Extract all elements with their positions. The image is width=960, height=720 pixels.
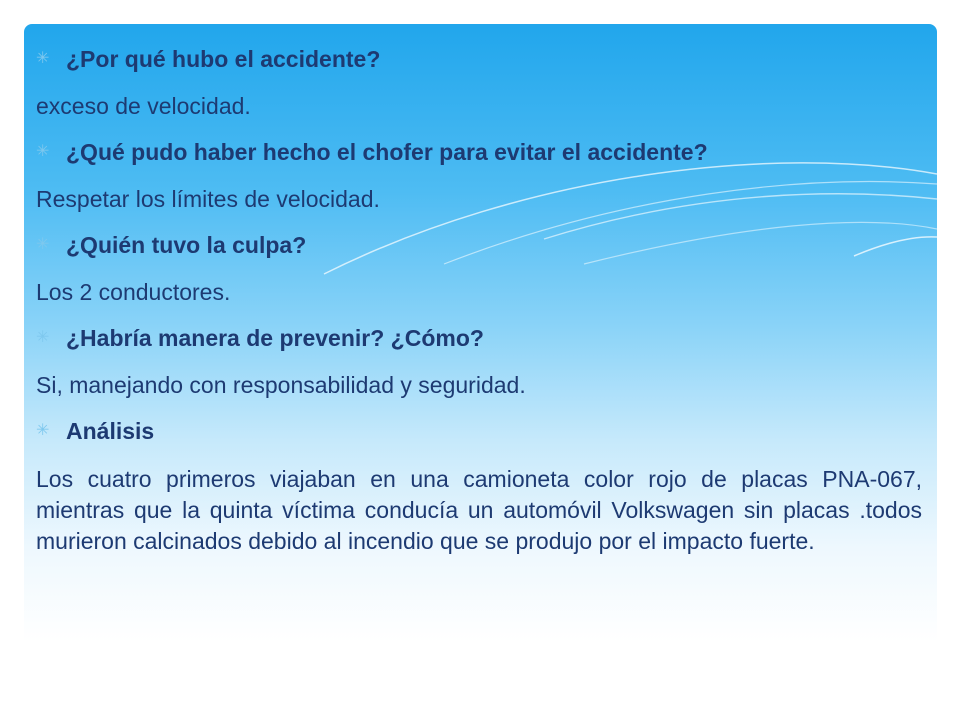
slide-content <box>36 45 922 557</box>
asterisk-icon: ✳ <box>36 329 50 346</box>
analysis-heading-text: Análisis <box>66 418 155 444</box>
question-3 <box>36 231 922 259</box>
question-3-text: ¿Quién tuvo la culpa? <box>66 232 307 258</box>
analysis-paragraph: Los cuatro primeros viajaban en una camioneta color rojo de placas PNA-067, mientras que la quinta víctima conducía un automóvil Volkswagen sin placas .todos murieron calcinados debido al incendio que se produjo por el impacto fuerte. <box>36 465 922 554</box>
answer-3: Los 2 conductores. <box>36 278 231 305</box>
asterisk-icon: ✳ <box>36 236 50 253</box>
answer-1: exceso de velocidad. <box>36 92 251 119</box>
asterisk-icon: ✳ <box>36 143 50 160</box>
asterisk-icon: ✳ <box>36 50 50 67</box>
asterisk-icon: ✳ <box>36 422 50 439</box>
analysis-heading <box>36 417 922 445</box>
question-4-text: ¿Habría manera de prevenir? ¿Cómo? <box>66 325 484 351</box>
question-4 <box>36 324 922 352</box>
question-2 <box>36 138 922 166</box>
question-1 <box>36 45 922 73</box>
question-1-text: ¿Por qué hubo el accidente? <box>66 46 381 72</box>
answer-2: Respetar los límites de velocidad. <box>36 185 380 212</box>
question-2-text: ¿Qué pudo haber hecho el chofer para evitar el accidente? <box>66 139 708 165</box>
answer-4: Si, manejando con responsabilidad y seguridad. <box>36 371 526 398</box>
